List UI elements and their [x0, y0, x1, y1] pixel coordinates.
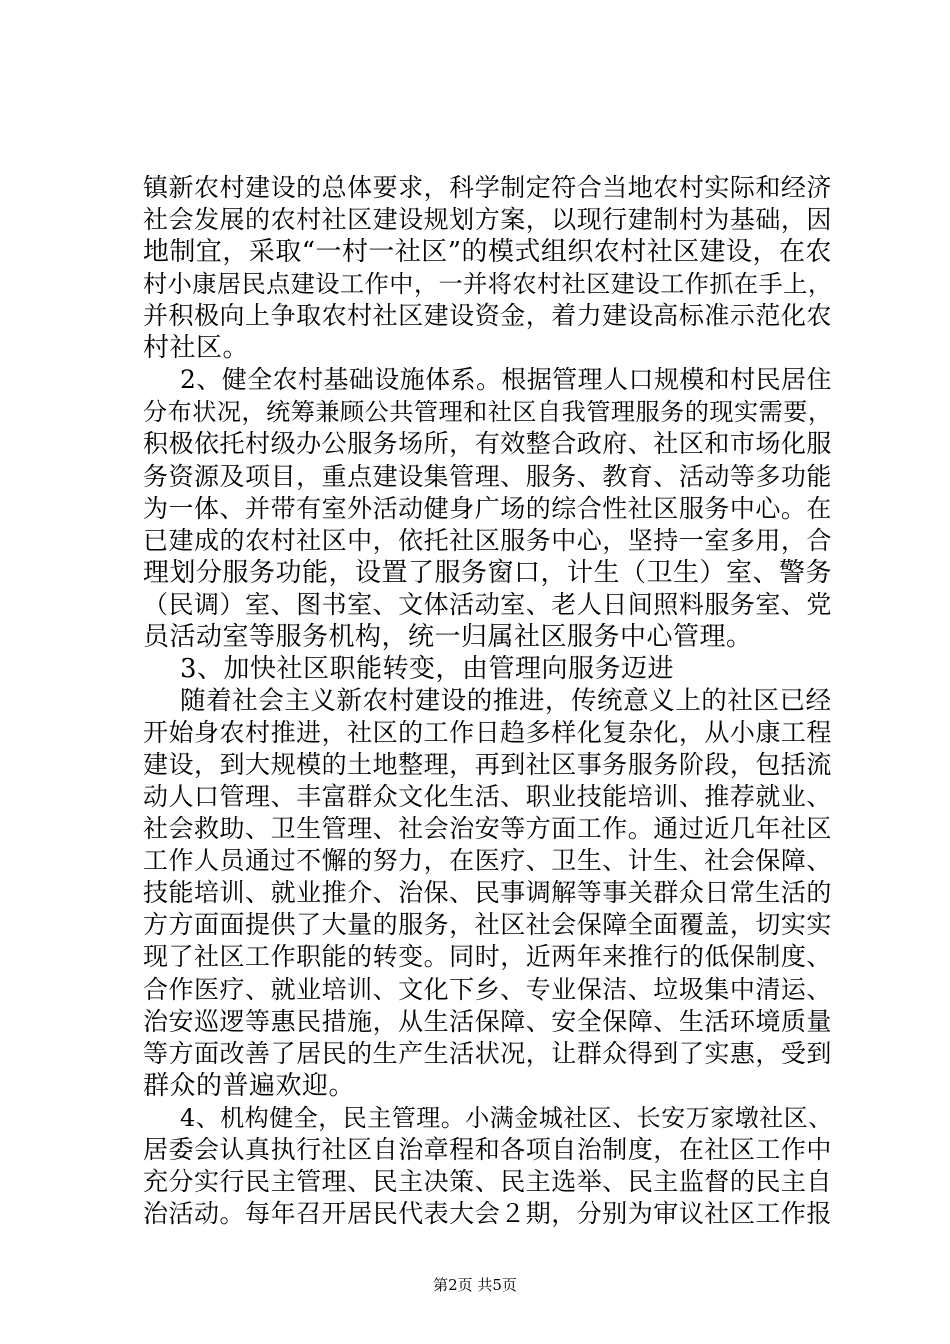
text-line: 地制宜，采取“一村一社区”的模式组织农村社区建设，在农 — [143, 237, 832, 268]
text-line: 社会救助、卫生管理、社会治安等方面工作。通过近几年社区 — [143, 814, 832, 844]
text-line: 社会发展的农村社区建设规划方案，以现行建制村为基础，因 — [143, 205, 832, 235]
text-line: 并积极向上争取农村社区建设资金，着力建设高标准示范化农 — [143, 301, 832, 331]
page-number-footer: 第2页 共5页 — [433, 1276, 517, 1294]
text-line: 建设，到大规模的土地整理，再到社区事务服务阶段，包括流 — [143, 750, 832, 780]
text-line: 方方面面提供了大量的服务，社区社会保障全面覆盖，切实实 — [143, 910, 832, 940]
text-line: 分布状况，统筹兼顾公共管理和社区自我管理服务的现实需要， — [143, 398, 833, 427]
text-line: 现了社区工作职能的转变。同时，近两年来推行的低保制度、 — [143, 942, 832, 972]
text-line: 村小康居民点建设工作中，一并将农村社区建设工作抓在手上， — [143, 270, 833, 299]
text-line: （民调）室、图书室、文体活动室、老人日间照料服务室、党 — [143, 589, 832, 619]
paragraph-start-line: 2、健全农村基础设施体系。根据管理人口规模和村民居住 — [180, 365, 832, 395]
text-line: 务资源及项目，重点建设集管理、服务、教育、活动等多功能 — [143, 461, 832, 491]
text-line: 充分实行民主管理、民主决策、民主选举、民主监督的民主自 — [143, 1166, 832, 1196]
text-line: 开始身农村推进，社区的工作日趋多样化复杂化，从小康工程 — [143, 718, 832, 748]
text-line: 群众的普遍欢迎。 — [143, 1070, 356, 1101]
text-line: 工作人员通过不懈的努力，在医疗、卫生、计生、社会保障、 — [143, 846, 832, 876]
text-line: 镇新农村建设的总体要求，科学制定符合当地农村实际和经济 — [143, 173, 832, 202]
text-line: 村社区。 — [143, 333, 250, 364]
text-line: 治安巡逻等惠民措施，从生活保障、安全保障、生活环境质量 — [143, 1006, 832, 1036]
text-line: 积极依托村级办公服务场所，有效整合政府、社区和市场化服 — [143, 429, 832, 459]
paragraph-start-line: 4、机构健全，民主管理。小满金城社区、长安万家墩社区、 — [180, 1103, 833, 1132]
text-line: 理划分服务功能，设置了服务窗口，计生（卫生）室、警务 — [143, 557, 833, 588]
text-line: 合作医疗、就业培训、文化下乡、专业保洁、垃圾集中清运、 — [143, 974, 832, 1004]
text-line: 员活动室等服务机构，统一归属社区服务中心管理。 — [143, 621, 753, 652]
text-line: 居委会认真执行社区自治章程和各项自治制度，在社区工作中 — [143, 1134, 832, 1164]
text-line: 为一体、并带有室外活动健身广场的综合性社区服务中心。在 — [143, 493, 832, 523]
text-line: 动人口管理、丰富群众文化生活、职业技能培训、推荐就业、 — [143, 782, 832, 812]
text-line: 等方面改善了居民的生产生活状况，让群众得到了实惠，受到 — [143, 1038, 832, 1068]
text-line: 已建成的农村社区中，依托社区服务中心，坚持一室多用，合 — [143, 525, 832, 555]
text-line: 技能培训、就业推介、治保、民事调解等事关群众日常生活的 — [143, 878, 832, 908]
text-line: 治活动。每年召开居民代表大会２期，分别为审议社区工作报 — [143, 1198, 832, 1228]
paragraph-start-line: 随着社会主义新农村建设的推进，传统意义上的社区已经 — [180, 685, 832, 716]
section-heading: 3、加快社区职能转变，由管理向服务迈进 — [180, 653, 675, 684]
